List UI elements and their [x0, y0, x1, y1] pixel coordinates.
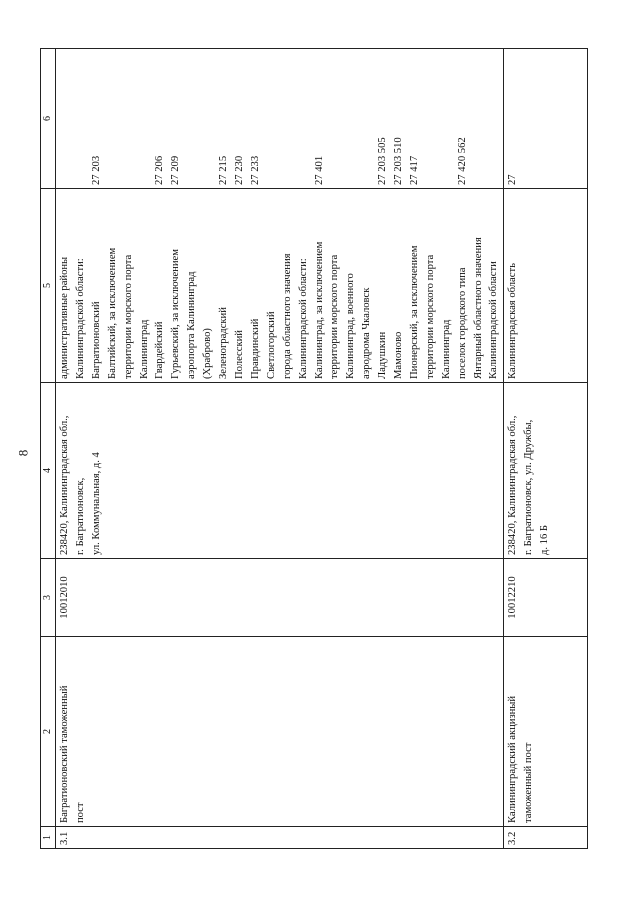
region-line: Калининградской области: [488, 261, 500, 379]
okato-code: 27 230: [233, 155, 245, 185]
region-line: Мамоново: [393, 331, 405, 379]
okato-code: 27 420 562: [456, 137, 468, 185]
column-number: 2: [41, 637, 56, 827]
okato-code: [471, 52, 487, 185]
table-row: [504, 49, 588, 849]
address-cell: [56, 383, 504, 559]
okato-code: [73, 52, 89, 185]
region-line: Зеленоградский: [218, 307, 230, 379]
okato-code: 27 233: [249, 155, 261, 185]
okato-code: 27: [507, 174, 519, 185]
row-number: 3.1: [59, 831, 70, 845]
okato-code: 27 209: [170, 155, 182, 185]
region-line: Калининградская область: [507, 263, 519, 379]
okato-code: 27 215: [218, 155, 230, 185]
address-line: г. Багратионовск, ул. Дружбы,: [523, 419, 535, 555]
okato-code: 27 203 505: [377, 137, 389, 185]
region-line: Калининград, за исключением: [313, 241, 325, 379]
row-number-cell: [504, 827, 588, 849]
region-line: аэропорта Калининград: [186, 271, 198, 379]
post-code-cell: [504, 559, 588, 637]
region-line: Гурьевский, за исключением: [170, 249, 182, 379]
post-name-line: пост: [74, 802, 86, 823]
region-line: города областного значения: [281, 253, 293, 379]
post-code: 10012210: [507, 576, 519, 619]
okato-cell: [56, 49, 504, 189]
region-line: Ладушкин: [377, 331, 389, 379]
region-line: поселок городского типа: [456, 267, 468, 379]
okato-code: 27 417: [408, 155, 420, 185]
okato-code: [439, 52, 455, 185]
okato-code: [137, 52, 153, 185]
column-number: 1: [41, 827, 56, 849]
region-line: Янтарный областного значения: [472, 237, 484, 379]
address-line: 238420, Калининградская обл.,: [59, 415, 70, 555]
region-line: Балтийский, за исключением: [106, 247, 118, 379]
post-code: 10012010: [59, 576, 70, 619]
address-cell: [504, 383, 588, 559]
rotated-table-container: [40, 49, 588, 849]
region-line: территории морского порта: [122, 254, 134, 379]
okato-code: [184, 52, 200, 185]
address-line: 238420, Калининградская обл.,: [507, 415, 519, 555]
region-line: Калининград: [138, 319, 150, 379]
okato-code: [105, 52, 121, 185]
customs-posts-table: [40, 48, 588, 849]
post-name-line: Калининградский акцизный: [507, 695, 519, 823]
region-line: Калининград: [440, 319, 452, 379]
okato-code: 27 401: [313, 155, 325, 185]
post-name-line: Багратионовский таможенный: [59, 685, 70, 823]
address-line: ул. Коммунальная, д. 4: [90, 452, 102, 555]
region-line: Гвардейский: [154, 321, 166, 379]
address-line: г. Багратионовск,: [74, 477, 86, 555]
okato-code: [486, 52, 502, 185]
region-line: Багратионовский: [90, 301, 102, 379]
region-line: Калининградской области:: [74, 258, 86, 379]
column-number: 5: [41, 189, 56, 383]
region-line: Пионерский, за исключением: [408, 245, 420, 379]
row-number-cell: [56, 827, 504, 849]
post-code-cell: [56, 559, 504, 637]
column-number: 6: [41, 49, 56, 189]
column-number: 3: [41, 559, 56, 637]
okato-code: 27 203: [90, 155, 102, 185]
post-name-line: таможенный пост: [523, 742, 535, 823]
table-row: [56, 49, 504, 849]
region-line: Калининградской области:: [297, 258, 309, 379]
post-name-cell: [504, 637, 588, 827]
okato-code: [327, 52, 343, 185]
regions-cell: [504, 189, 588, 383]
post-name-cell: [56, 637, 504, 827]
page-number: 8: [15, 449, 31, 457]
column-number: 4: [41, 383, 56, 559]
row-number: 3.2: [507, 831, 519, 845]
region-line: территории морского порта: [424, 254, 436, 379]
region-line: Калининград, военного: [345, 273, 357, 379]
okato-code: [359, 52, 375, 185]
okato-code: [423, 52, 439, 185]
region-line: Полесский: [233, 330, 245, 379]
okato-code: [296, 52, 312, 185]
okato-cell: [504, 49, 588, 189]
okato-code: [200, 52, 216, 185]
region-line: аэродрома Чкаловск: [361, 287, 373, 379]
okato-code: 27 203 510: [393, 137, 405, 185]
region-line: (Храброво): [202, 328, 214, 379]
address-line: д. 16 Б: [539, 524, 551, 555]
okato-code: [121, 52, 137, 185]
region-line: Правдинский: [249, 318, 261, 379]
column-number-row: [41, 49, 56, 849]
okato-code: 27 206: [154, 155, 166, 185]
okato-code: [343, 52, 359, 185]
okato-code: [280, 52, 296, 185]
okato-code: [264, 52, 280, 185]
regions-cell: [56, 189, 504, 383]
okato-code: [57, 52, 73, 185]
region-line: Светлогорский: [265, 311, 277, 379]
region-line: территории морского порта: [329, 254, 341, 379]
region-line: административные районы: [59, 256, 70, 379]
